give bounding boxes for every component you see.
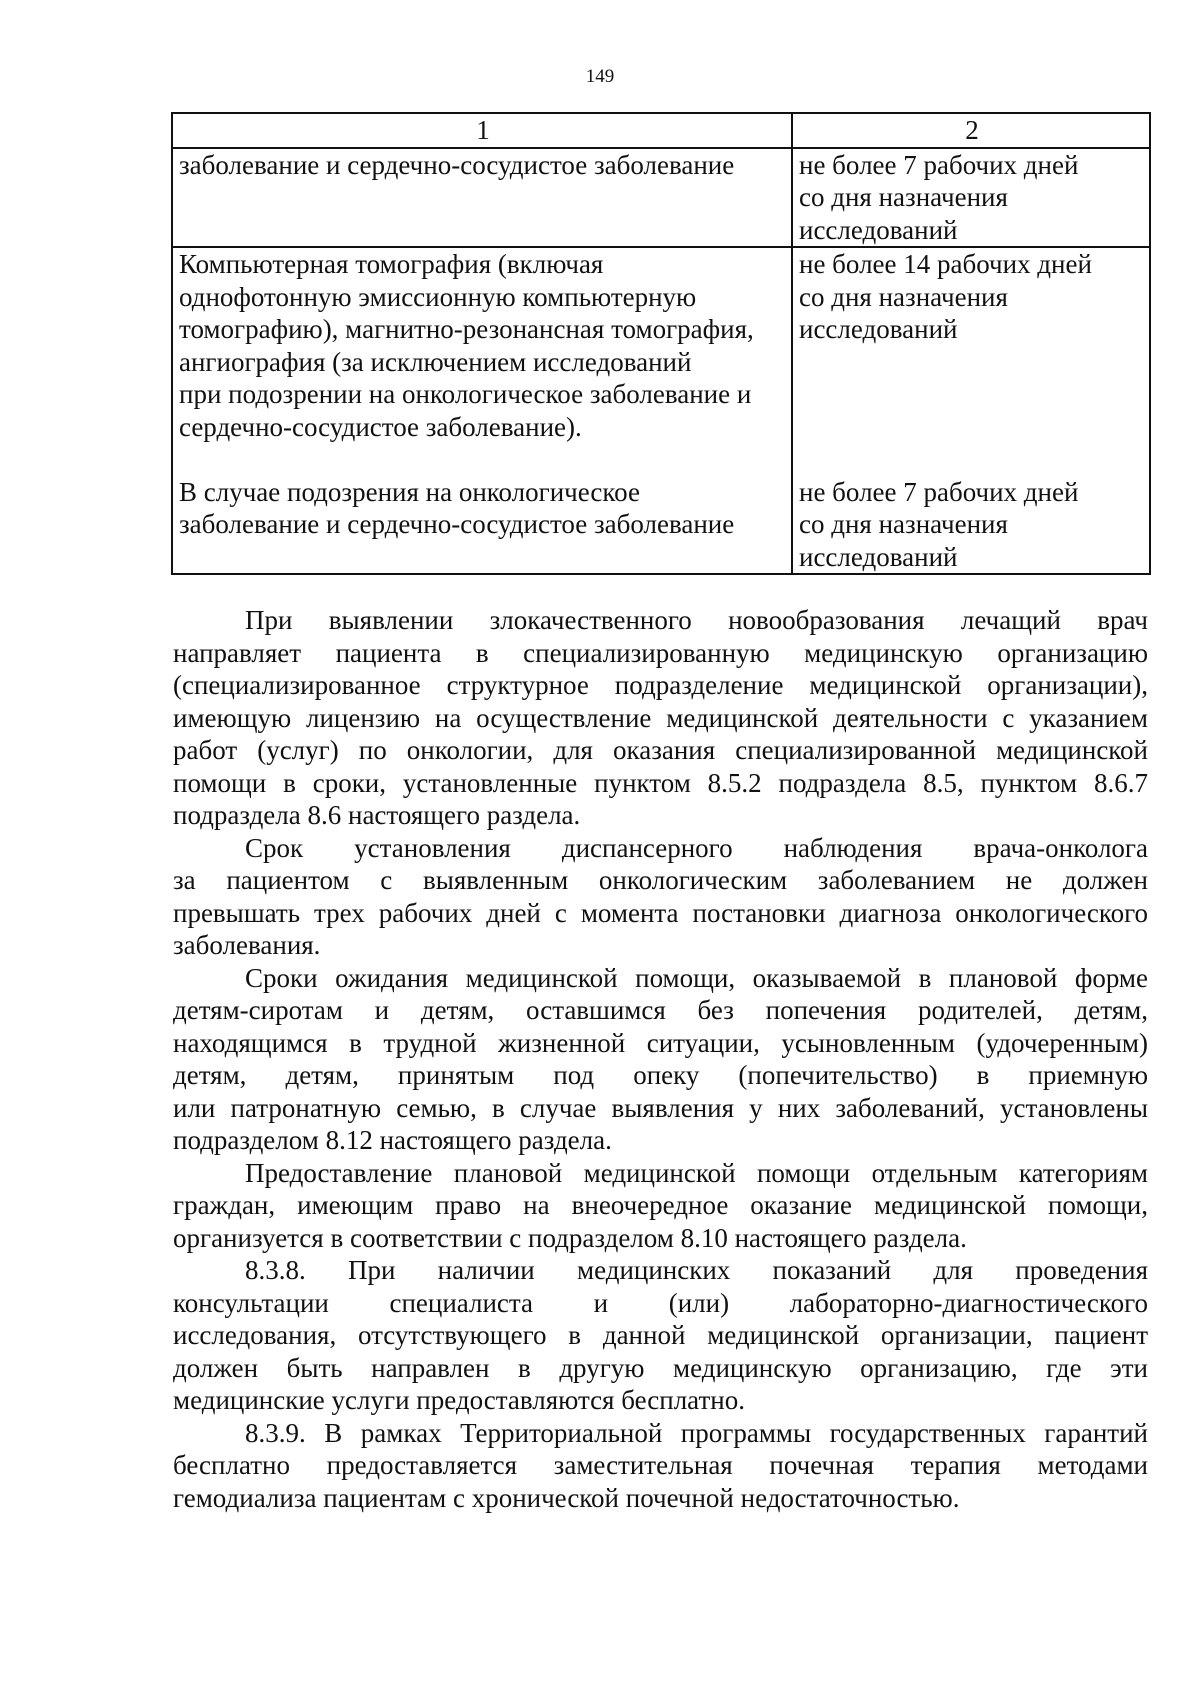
- text-line: Предоставление плановой медицинской помощи отдельным категориям: [245, 1157, 1148, 1188]
- text-line: заболевания.: [173, 930, 321, 960]
- text-line: подразделом 8.12 настоящего раздела.: [173, 1125, 612, 1155]
- text-line: Срок установления диспансерного наблюдения врача-онколога: [245, 832, 1148, 863]
- body-text: [173, 604, 1148, 1514]
- table-header-row: [172, 113, 1150, 148]
- cell-line: Компьютерная томография (включая: [179, 249, 604, 279]
- text-line: должен быть направлен в другую медицинскую организацию, где эти: [173, 1352, 1148, 1383]
- table-cell: [792, 247, 1150, 574]
- text-line: за пациентом с выявленным онкологическим заболеванием не должен: [173, 865, 1148, 895]
- text-line: помощи в сроки, установленные пунктом 8.5.2 подраздела 8.5, пунктом 8.6.7: [173, 767, 1148, 798]
- text-line: медицинские услуги предоставляются бесплатно.: [173, 1385, 745, 1415]
- text-line: граждан, имеющим право на внеочередное оказание медицинской помощи,: [173, 1190, 1148, 1220]
- text-line: бесплатно предоставляется заместительная почечная терапия методами: [173, 1450, 1148, 1480]
- cell-line: исследований: [799, 541, 958, 572]
- cell-line: заболевание и сердечно-сосудистое заболевание: [179, 149, 735, 180]
- text-line: работ (услуг) по онкологии, для оказания специализированной медицинской: [173, 735, 1148, 765]
- text-line: 8.3.9. В рамках Территориальной программы государственных гарантий: [245, 1417, 1148, 1448]
- cell-spacer: [799, 411, 1145, 444]
- text-line: детям-сиротам и детям, оставшимся без попечения родителей, детям,: [173, 995, 1148, 1025]
- table-cell: [792, 148, 1150, 248]
- text-line: 8.3.8. При наличии медицинских показаний для проведения: [245, 1255, 1148, 1285]
- cell-line: В случае подозрения на онкологическое: [179, 476, 640, 507]
- cell-spacer: [799, 443, 1145, 476]
- text-line: Сроки ожидания медицинской помощи, оказываемой в плановой форме: [245, 962, 1148, 993]
- cell-spacer: [799, 346, 1145, 379]
- cell-spacer: [179, 443, 787, 476]
- text-line: (специализированное структурное подразделение медицинской организации),: [173, 670, 1148, 700]
- text-line: детям, детям, принятым под опеку (попечительство) в приемную: [173, 1060, 1148, 1090]
- cell-line: не более 7 рабочих дней: [799, 476, 1079, 507]
- text-line: гемодиализа пациентам с хронической почечной недостаточностью.: [173, 1482, 960, 1513]
- text-line: консультации специалиста и (или) лабораторно-диагностического: [173, 1287, 1148, 1318]
- text-line: исследования, отсутствующего в данной медицинской организации, пациент: [173, 1320, 1148, 1350]
- table-row: [172, 247, 1150, 574]
- text-line: или патронатную семью, в случае выявления у них заболеваний, установлены: [173, 1092, 1148, 1123]
- cell-line: томографию), магнитно-резонансная томография,: [179, 314, 754, 344]
- cell-line: заболевание и сердечно-сосудистое заболевание: [179, 509, 735, 539]
- table-row: [172, 148, 1150, 248]
- waiting-times-table: [171, 112, 1151, 575]
- text-line: находящимся в трудной жизненной ситуации, усыновленным (удочеренным): [173, 1027, 1148, 1058]
- cell-line: исследований: [799, 214, 958, 245]
- page-number: 149: [585, 66, 615, 87]
- table-cell: [172, 247, 792, 574]
- text-line: превышать трех рабочих дней с момента постановки диагноза онкологического: [173, 897, 1148, 928]
- column-header: 1: [172, 113, 792, 148]
- text-line: подраздела 8.6 настоящего раздела.: [173, 800, 581, 830]
- cell-line: сердечно-сосудистое заболевание).: [179, 411, 582, 442]
- cell-line: со дня назначения: [799, 182, 1008, 212]
- text-line: При выявлении злокачественного новообразования лечащий врач: [245, 605, 1148, 635]
- text-line: имеющую лицензию на осуществление медицинской деятельности с указанием: [173, 702, 1148, 733]
- cell-line: ангиография (за исключением исследований: [179, 346, 692, 377]
- cell-line: однофотонную эмиссионную компьютерную: [179, 281, 697, 312]
- table-cell: [172, 148, 792, 248]
- cell-line: не более 7 рабочих дней: [799, 149, 1079, 180]
- cell-spacer: [799, 378, 1145, 411]
- cell-line: не более 14 рабочих дней: [799, 249, 1092, 279]
- cell-line: при подозрении на онкологическое заболевание и: [179, 379, 752, 409]
- cell-line: исследований: [799, 314, 958, 344]
- cell-line: со дня назначения: [799, 281, 1008, 312]
- column-header: 2: [792, 113, 1150, 148]
- cell-line: со дня назначения: [799, 509, 1008, 539]
- text-line: направляет пациента в специализированную медицинскую организацию: [173, 637, 1148, 668]
- text-line: организуется в соответствии с подразделом 8.10 настоящего раздела.: [173, 1222, 967, 1253]
